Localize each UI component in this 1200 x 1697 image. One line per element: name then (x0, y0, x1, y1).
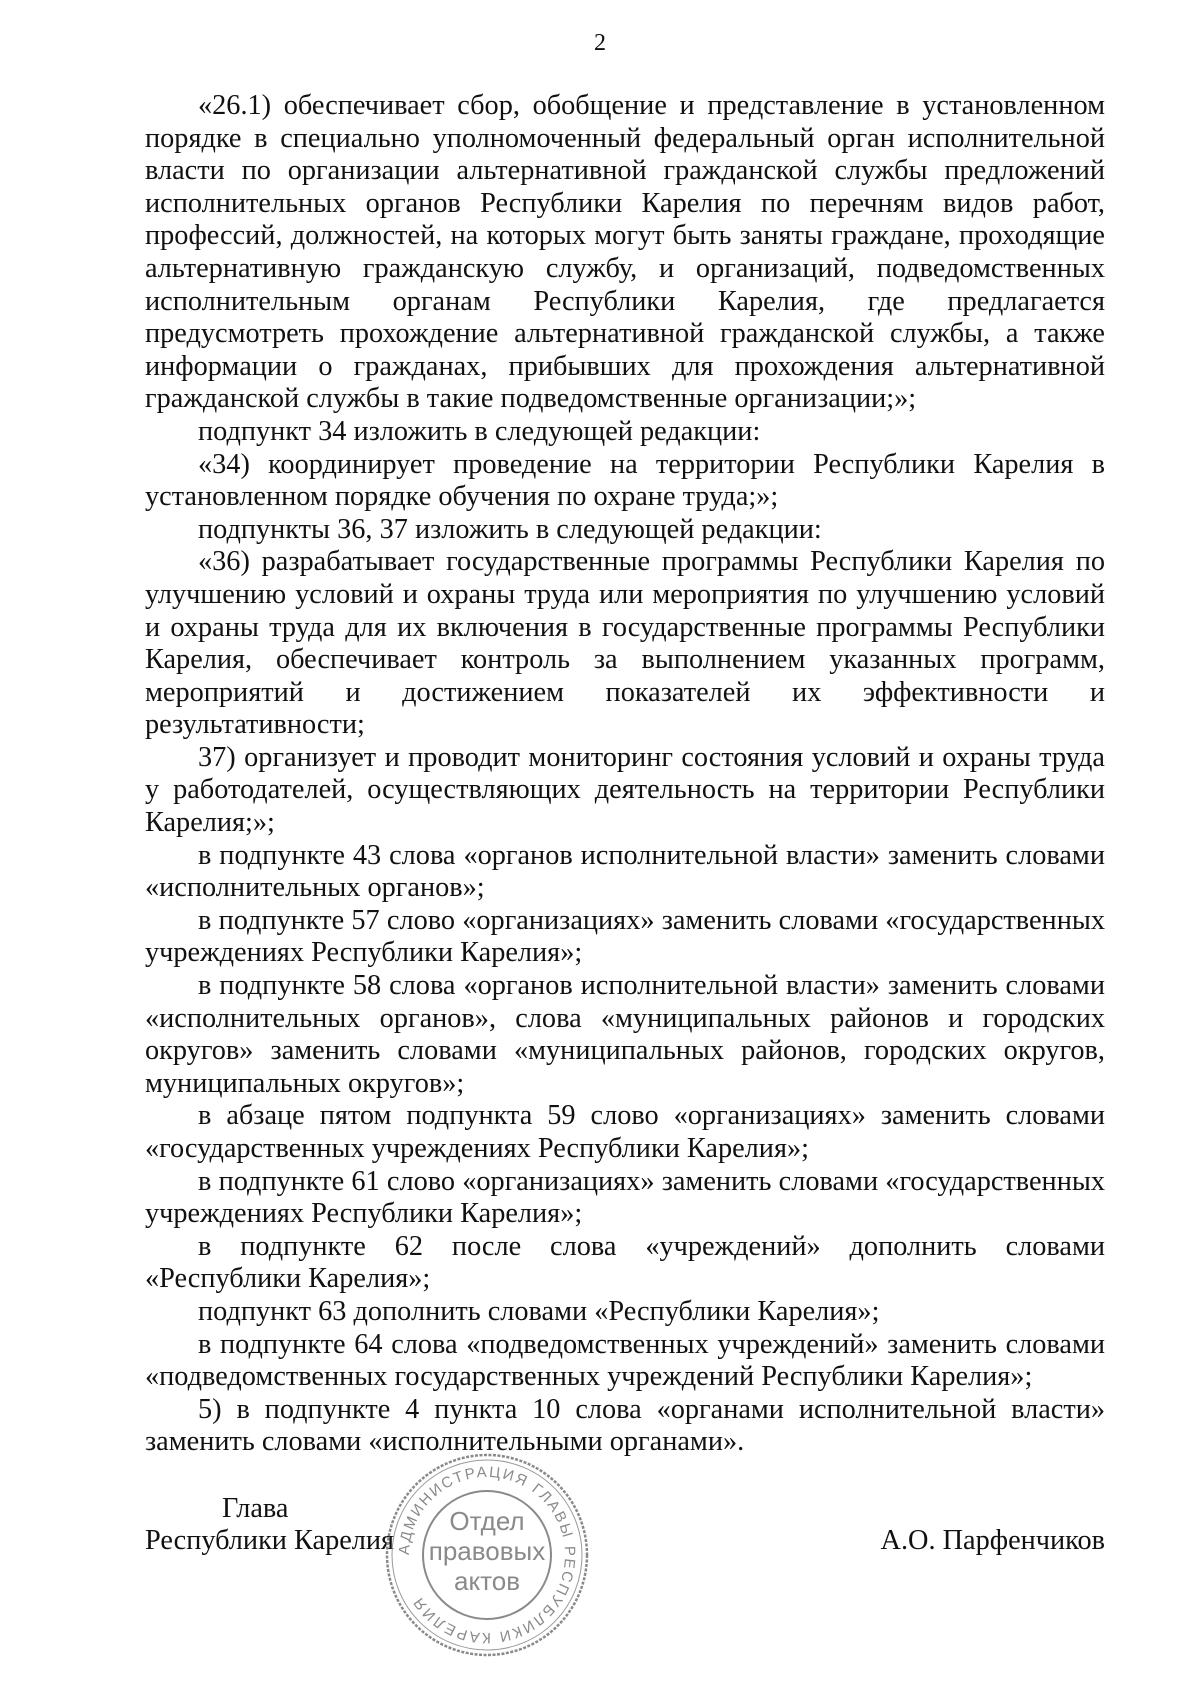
paragraph-item-5: 5) в подпункте 4 пункта 10 слова «органами исполнительной власти» заменить словами «исполнительными органами». (145, 1393, 1105, 1458)
paragraph-26-1: «26.1) обеспечивает сбор, обобщение и представление в установленном порядке в специально уполномоченный федеральный орган исполнительной власти по организации альтернативной гражданской службы предложений исполнительных органов Республики Карелия по перечням видов работ, профессий, должностей, на которых могут быть заняты граждане, проходящие альтернативную гражданскую службу, и организаций, подведомственных исполнительным органам Республики Карелия, где предлагается предусмотреть прохождение альтернативной гражданской службы, а также информации о гражданах, прибывших для прохождения альтернативной гражданской службы в такие подведомственные организации;»; (145, 90, 1105, 415)
paragraph-amend-64: в подпункте 64 слова «подведомственных учреждений» заменить словами «подведомственных государственных учреждений Республики Карелия»; (145, 1328, 1105, 1393)
signature-block (145, 1493, 1105, 1573)
paragraph-amend-62: в подпункте 62 после слова «учреждений» дополнить словами «Республики Карелия»; (145, 1230, 1105, 1295)
stamp-center-line-2: правовых (428, 1536, 546, 1566)
official-stamp (382, 1450, 592, 1660)
paragraph-34: «34) координирует проведение на территории Республики Карелия в установленном порядке обучения по охране труда;»; (145, 448, 1105, 513)
paragraph-amend-43: в подпункте 43 слова «органов исполнительной власти» заменить словами «исполнительных органов»; (145, 839, 1105, 904)
document-body (145, 90, 1105, 1459)
paragraph-amend-59: в абзаце пятом подпункта 59 слово «организациях» заменить словами «государственных учреждениях Республики Карелия»; (145, 1100, 1105, 1164)
paragraph-amend-58: в подпункте 58 слова «органов исполнительной власти» заменить словами «исполнительных органов», слова «муниципальных районов и городских округов» заменить словами «муниципальных районов, городских округов, муниципальных округов»; (145, 970, 1105, 1099)
page-number: 2 (594, 30, 606, 56)
paragraph-amend-57: в подпункте 57 слово «организациях» заменить словами «государственных учреждениях Республики Карелия»; (145, 904, 1105, 969)
paragraph-amend-61: в подпункте 61 слово «организациях» заменить словами «государственных учреждениях Республики Карелия»; (145, 1165, 1105, 1230)
paragraph-amend-63: подпункт 63 дополнить словами «Республики Карелия»; (198, 1295, 880, 1327)
signatory-title-line-2: Республики Карелия (145, 1525, 395, 1556)
stamp-center-line-3: актов (453, 1566, 521, 1596)
stamp-ring-text: АДМИНИСТРАЦИЯ ГЛАВЫ РЕСПУБЛИКИ КАРЕЛИЯ (395, 1463, 579, 1647)
signatory-name: А.О. Парфенчиков (880, 1525, 1105, 1556)
stamp-center-line-1: Отдел (449, 1506, 525, 1536)
signatory-title-line-1: Глава (222, 1493, 289, 1524)
paragraph-37: 37) организует и проводит мониторинг состояния условий и охраны труда у работодателей, осуществляющих деятельность на территории Республики Карелия;»; (145, 741, 1105, 839)
paragraph-instruction-36-37: подпункты 36, 37 изложить в следующей редакции: (198, 513, 822, 545)
paragraph-instruction-34: подпункт 34 изложить в следующей редакции: (198, 415, 761, 447)
paragraph-36: «36) разрабатывает государственные программы Республики Карелия по улучшению условий и охраны труда или мероприятия по улучшению условий и охраны труда для их включения в государственные программы Республики Карелия, обеспечивает контроль за выполнением указанных программ, мероприятий и достижением показателей их эффективности и результативности; (145, 546, 1105, 741)
